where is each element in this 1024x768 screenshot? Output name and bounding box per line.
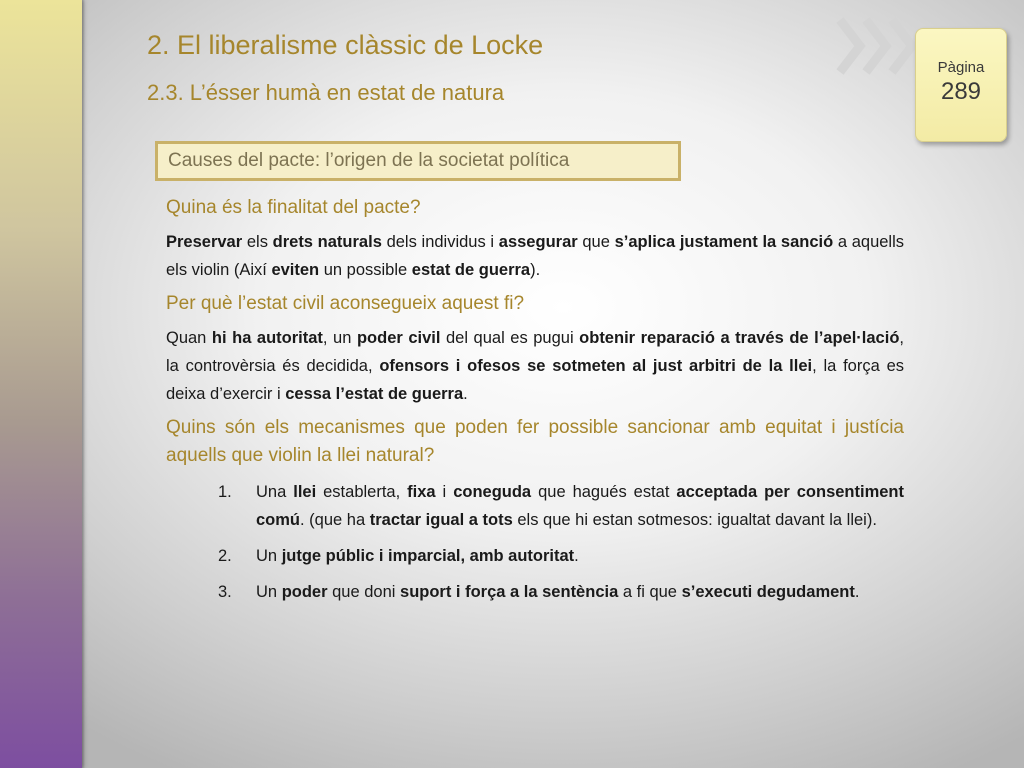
sidebar-shadow	[82, 0, 85, 768]
list-number: 2.	[218, 547, 232, 565]
mechanisms-list	[166, 478, 904, 606]
slide-body	[166, 194, 904, 614]
list-number: 1.	[218, 483, 232, 501]
question-heading: Quins són els mecanismes que poden fer possible sancionar amb equitat i justícia aquells que violin la llei natural?	[166, 417, 904, 466]
page-number: 289	[940, 78, 982, 105]
answer-paragraph: Preservar els drets naturals dels individus i assegurar que s’aplica justament la sanció a aquells els violin (Així eviten un possible estat de guerra).	[166, 233, 905, 279]
page-reference-badge	[915, 28, 1007, 142]
list-number: 3.	[218, 583, 232, 601]
question-heading: Quina és la finalitat del pacte?	[166, 197, 421, 218]
section-heading: Causes del pacte: l’origen de la societat política	[155, 141, 681, 181]
slide-subtitle: 2.3. L’ésser humà en estat de natura	[147, 80, 505, 105]
left-sidebar-decoration	[0, 0, 82, 768]
list-item	[166, 542, 904, 570]
list-item	[166, 478, 904, 534]
list-text: Una llei establerta, fixa i coneguda que hagués estat acceptada per consentiment comú. (que ha tractar igual a tots els que hi estan sotmesos: igualtat davant la llei).	[256, 483, 905, 529]
chevron-double-right-icon	[830, 14, 920, 78]
list-item	[166, 578, 904, 606]
answer-paragraph: Quan hi ha autoritat, un poder civil del qual es pugui obtenir reparació a través de l’apel·lació, la controvèrsia és decidida, ofensors i ofesos se sotmeten al just arbitri de la llei, la força es deixa d’exercir i cessa l’estat de guerra.	[166, 329, 904, 403]
question-heading: Per què l’estat civil aconsegueix aquest fi?	[166, 293, 525, 314]
list-text: Un poder que doni suport i força a la sentència a fi que s’executi degudament.	[256, 583, 860, 601]
slide-title: 2. El liberalisme clàssic de Locke	[147, 30, 544, 60]
page-label: Pàgina	[937, 59, 985, 76]
list-text: Un jutge públic i imparcial, amb autoritat.	[256, 547, 579, 565]
